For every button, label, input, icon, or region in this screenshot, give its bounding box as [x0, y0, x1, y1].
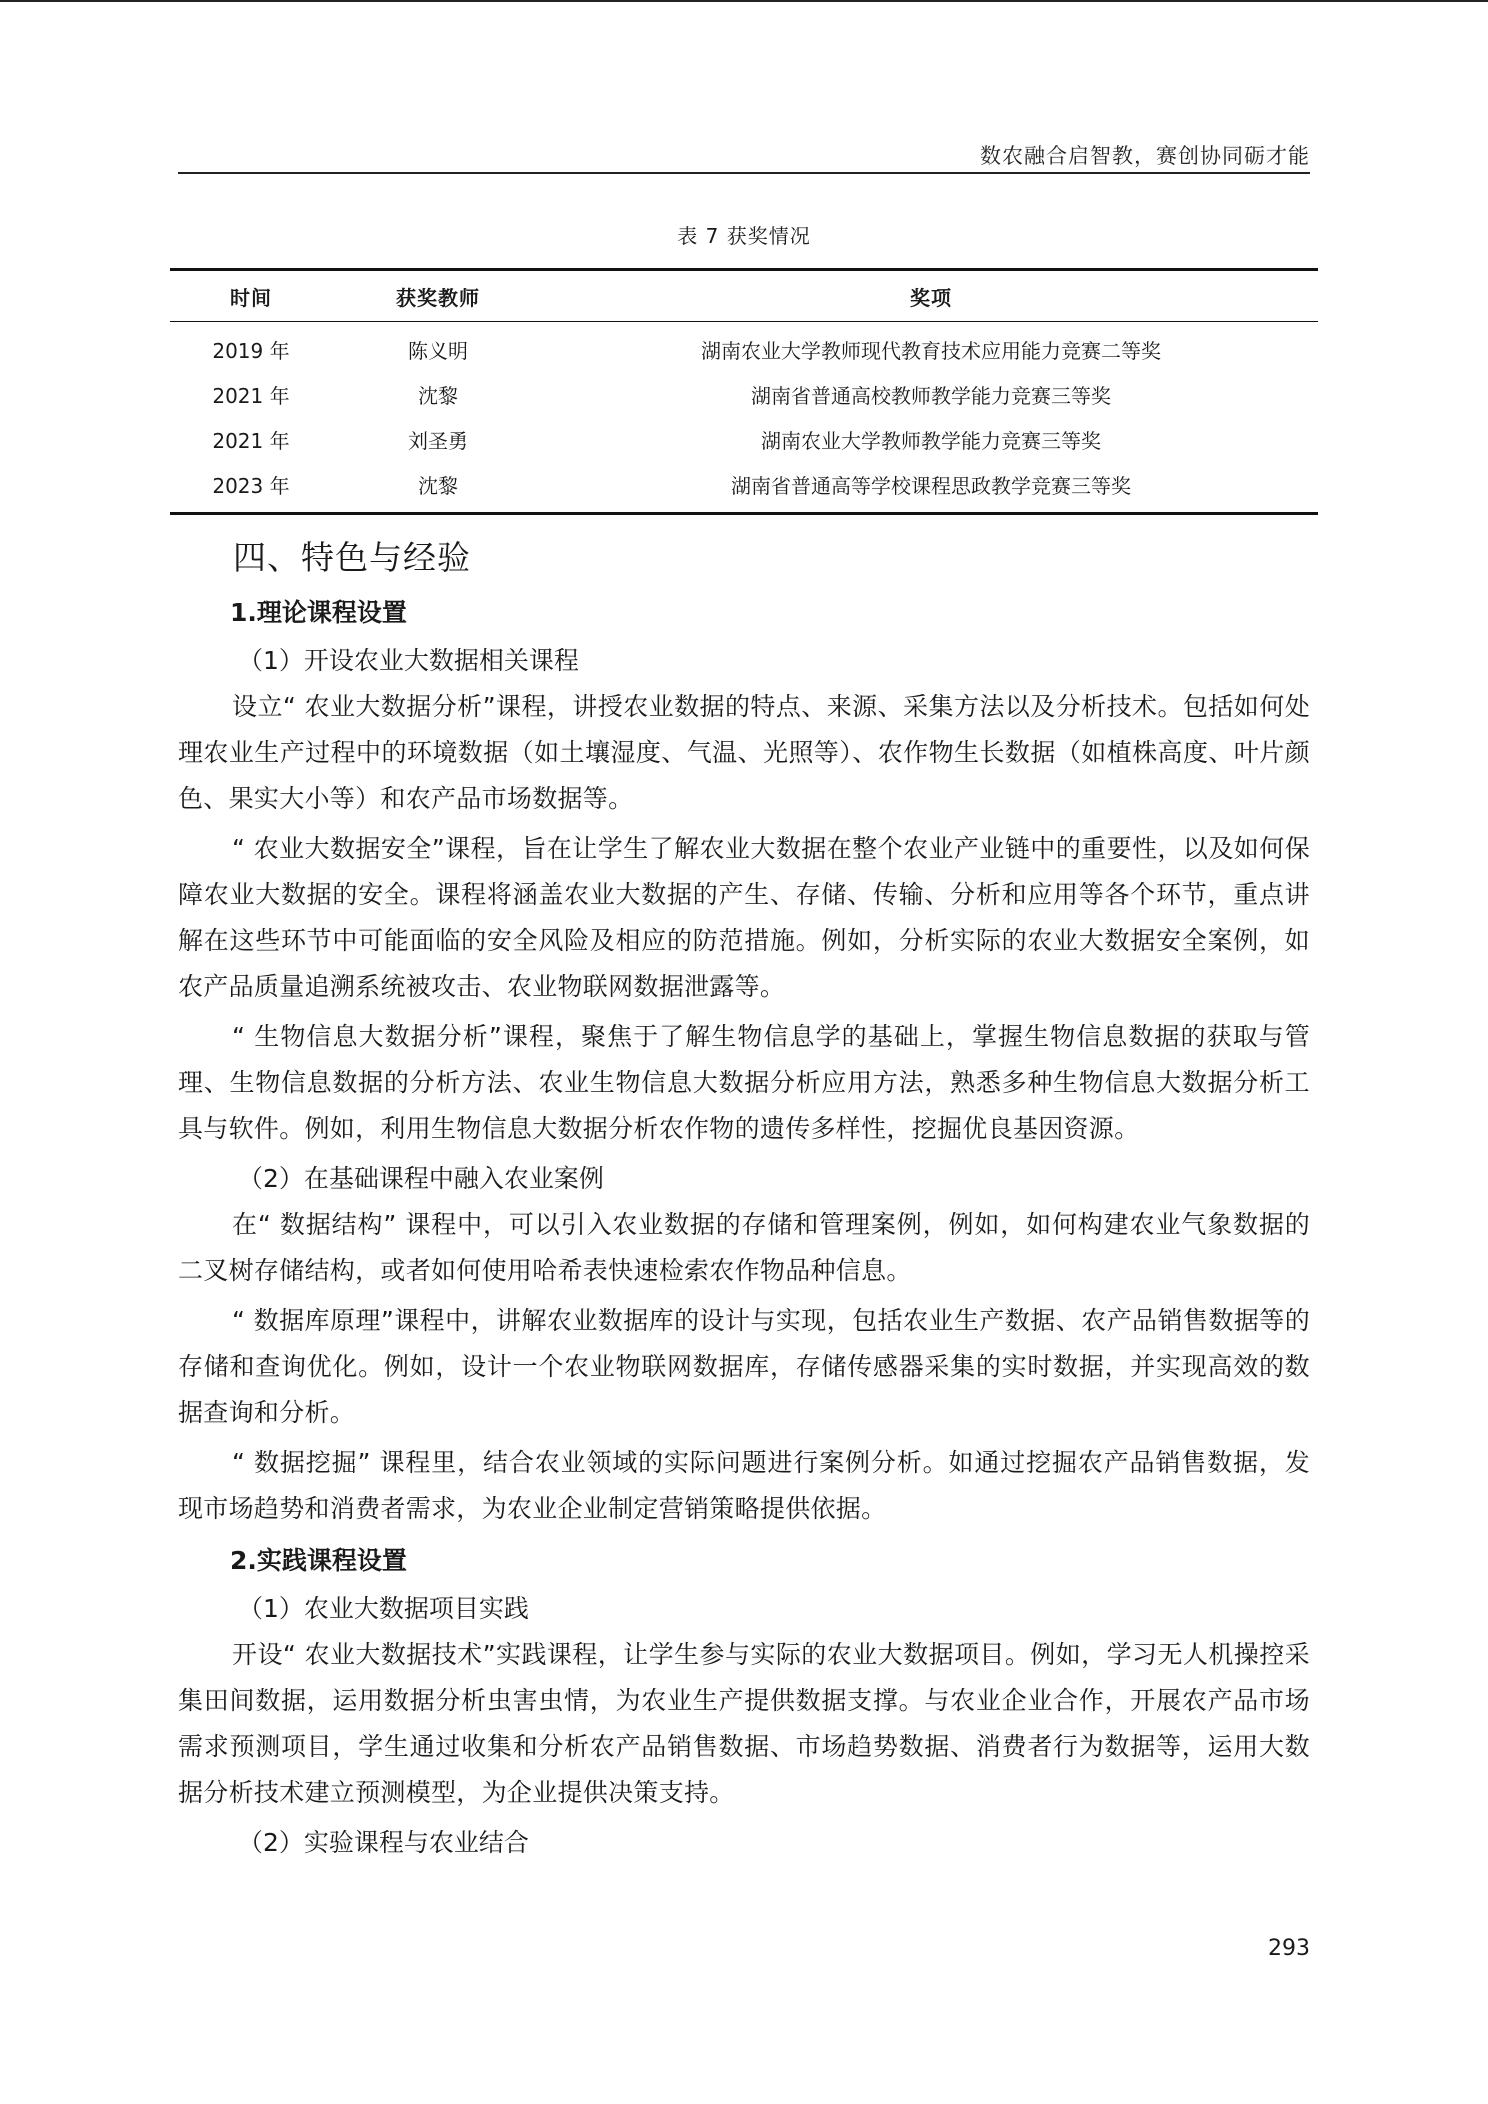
column-header-time: 时间 [170, 270, 332, 322]
header-rule [178, 172, 1310, 174]
paragraph: 在“ 数据结构” 课程中，可以引入农业数据的存储和管理案例，例如，如何构建农业气象数据的二叉树存储结构，或者如何使用哈希表快速检索农作物品种信息。 [178, 1210, 1310, 1285]
awards-table [170, 268, 1318, 515]
paragraph: “ 生物信息大数据分析”课程，聚焦于了解生物信息学的基础上，掌握生物信息数据的获取与管理、生物信息数据的分析方法、农业生物信息大数据分析应用方法，熟悉多种生物信息大数据分析工具与软件。例如，利用生物信息大数据分析农作物的遗传多样性，挖掘优良基因资源。 [178, 1022, 1310, 1143]
cell-award: 湖南省普通高等学校课程思政教学竞赛三等奖 [731, 474, 1131, 498]
item-heading: （2）实验课程与农业结合 [238, 1828, 529, 1857]
cell-award: 湖南农业大学教师教学能力竞赛三等奖 [761, 429, 1101, 453]
cell-year: 2023 年 [212, 474, 290, 498]
table-header-row [170, 270, 1318, 322]
section-title: 四、特色与经验 [233, 538, 471, 577]
cell-award: 湖南省普通高校教师教学能力竞赛三等奖 [751, 384, 1111, 408]
subsection-title-theory: 1.理论课程设置 [230, 598, 407, 627]
cell-award: 湖南农业大学教师现代教育技术应用能力竞赛二等奖 [701, 339, 1161, 363]
table-row [170, 372, 1318, 417]
table-row [170, 462, 1318, 514]
cell-teacher: 沈黎 [418, 474, 458, 498]
cell-year: 2021 年 [212, 384, 290, 408]
running-header: 数农融合启智教，赛创协同砺才能 [980, 144, 1310, 168]
item-heading: （1）农业大数据项目实践 [238, 1594, 529, 1623]
cell-year: 2019 年 [212, 339, 290, 363]
cell-teacher: 沈黎 [418, 384, 458, 408]
paragraph: 开设“ 农业大数据技术”实践课程，让学生参与实际的农业大数据项目。例如，学习无人机操控采集田间数据，运用数据分析虫害虫情，为农业生产提供数据支撑。与农业企业合作，开展农产品市场需求预测项目，学生通过收集和分析农产品销售数据、市场趋势数据、消费者行为数据等，运用大数据分析技术建立预测模型，为企业提供决策支持。 [178, 1640, 1310, 1807]
cell-year: 2021 年 [212, 429, 290, 453]
paragraph: “ 农业大数据安全”课程，旨在让学生了解农业大数据在整个农业产业链中的重要性，以及如何保障农业大数据的安全。课程将涵盖农业大数据的产生、存储、传输、分析和应用等各个环节，重点讲解在这些环节中可能面临的安全风险及相应的防范措施。例如，分析实际的农业大数据安全案例，如农产品质量追溯系统被攻击、农业物联网数据泄露等。 [178, 834, 1310, 1001]
cell-teacher: 陈义明 [408, 339, 468, 363]
item-heading: （2）在基础课程中融入农业案例 [238, 1164, 604, 1193]
body-content [178, 520, 1310, 1866]
item-heading: （1）开设农业大数据相关课程 [238, 646, 579, 675]
subsection-title-practice: 2.实践课程设置 [230, 1546, 407, 1575]
table-row [170, 322, 1318, 373]
paragraph: “ 数据挖掘” 课程里，结合农业领域的实际问题进行案例分析。如通过挖掘农产品销售数据，发现市场趋势和消费者需求，为农业企业制定营销策略提供依据。 [178, 1448, 1310, 1523]
page-number: 293 [1268, 1936, 1310, 1961]
cell-teacher: 刘圣勇 [408, 429, 468, 453]
table-row [170, 417, 1318, 462]
column-header-award: 奖项 [544, 270, 1318, 322]
page-top-border [0, 0, 1488, 2]
paragraph: 设立“ 农业大数据分析”课程，讲授农业数据的特点、来源、采集方法以及分析技术。包括如何处理农业生产过程中的环境数据（如土壤湿度、气温、光照等）、农作物生长数据（如植株高度、叶片颜色、果实大小等）和农产品市场数据等。 [178, 692, 1310, 813]
table-caption: 表 7 获奖情况 [677, 224, 811, 248]
paragraph: “ 数据库原理”课程中，讲解农业数据库的设计与实现，包括农业生产数据、农产品销售数据等的存储和查询优化。例如，设计一个农业物联网数据库，存储传感器采集的实时数据，并实现高效的数据查询和分析。 [178, 1306, 1310, 1427]
column-header-teacher: 获奖教师 [332, 270, 544, 322]
